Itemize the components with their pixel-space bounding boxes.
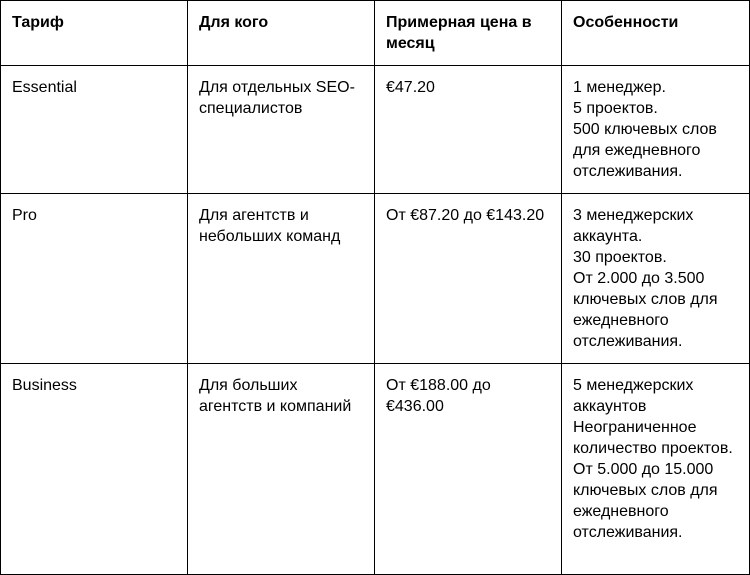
plan-features: 3 менеджерских аккаунта. 30 проектов. От 2.000 до 3.500 ключевых слов для ежедневного отслеживания.	[562, 194, 750, 364]
plan-audience: Для отдельных SEO-специалистов	[188, 66, 375, 194]
table-header	[1, 1, 750, 66]
header-features: Особенности	[562, 1, 750, 66]
plan-name: Business	[1, 364, 188, 575]
table-row	[1, 194, 750, 364]
plan-audience: Для агентств и небольших команд	[188, 194, 375, 364]
plan-price: €47.20	[375, 66, 562, 194]
header-row	[1, 1, 750, 66]
plan-features: 1 менеджер. 5 проектов. 500 ключевых слов для ежедневного отслеживания.	[562, 66, 750, 194]
plan-name: Essential	[1, 66, 188, 194]
plan-name: Pro	[1, 194, 188, 364]
plan-price: От €87.20 до €143.20	[375, 194, 562, 364]
header-plan: Тариф	[1, 1, 188, 66]
plan-audience: Для больших агентств и компаний	[188, 364, 375, 575]
plan-features: 5 менеджерских аккаунтов Неограниченное количество проектов. От 5.000 до 15.000 ключевых слов для ежедневного отслеживания.	[562, 364, 750, 575]
plan-price: От €188.00 до €436.00	[375, 364, 562, 575]
table-body	[1, 66, 750, 575]
header-price: Примерная цена в месяц	[375, 1, 562, 66]
table-row	[1, 364, 750, 575]
header-audience: Для кого	[188, 1, 375, 66]
table-row	[1, 66, 750, 194]
